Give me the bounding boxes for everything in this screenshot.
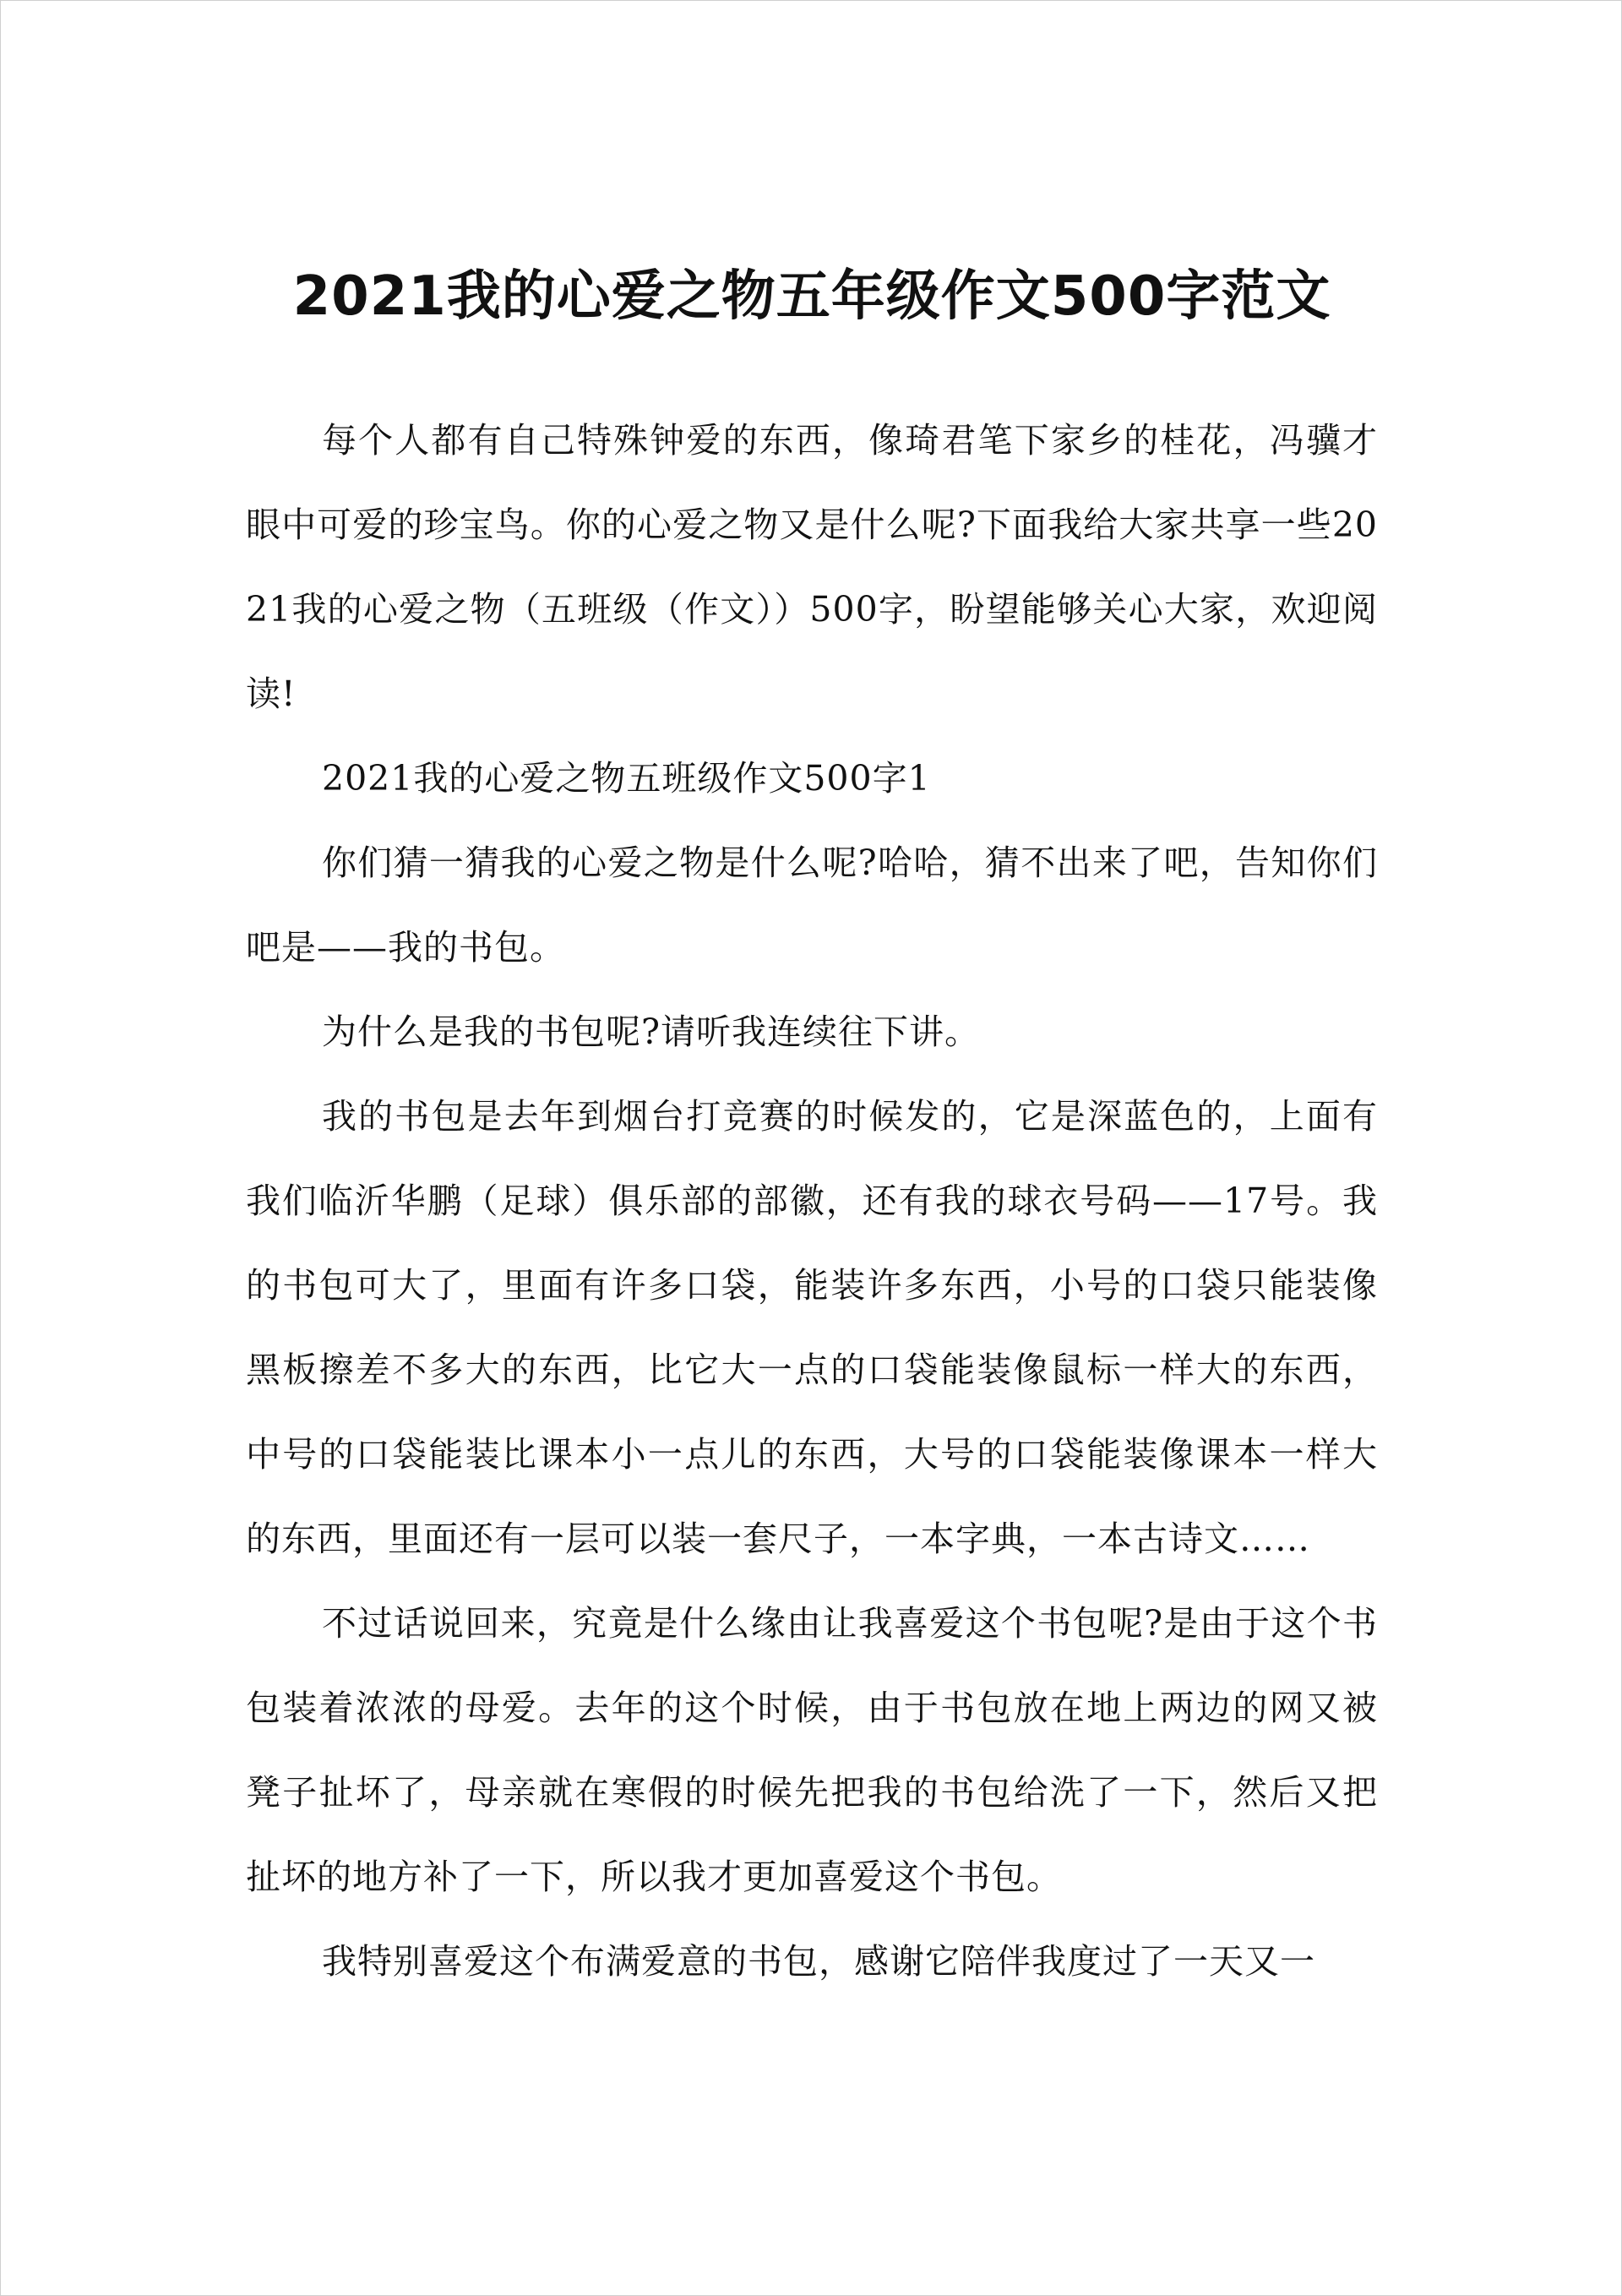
paragraph-intro: 每个人都有自己特殊钟爱的东西，像琦君笔下家乡的桂花，冯骥才眼中可爱的珍宝鸟。你的心爱之物又是什么呢?下面我给大家共享一些2021我的心爱之物（五班级（作文））500字，盼望能够关心大家，欢迎阅读! (246, 420, 1378, 714)
paragraph: 我的书包是去年到烟台打竞赛的时候发的，它是深蓝色的，上面有我们临沂华鹏（足球）俱乐部的部徽，还有我的球衣号码——17号。我的书包可大了，里面有许多口袋，能装许多东西，小号的口袋只能装像黑板擦差不多大的东西，比它大一点的口袋能装像鼠标一样大的东西，中号的口袋能装比课本小一点儿的东西，大号的口袋能装像课本一样大的东西，里面还有一层可以装一套尺子，一本字典，一本古诗文…… (246, 1096, 1378, 1559)
paragraph: 不过话说回来，究竟是什么缘由让我喜爱这个书包呢?是由于这个书包装着浓浓的母爱。去年的这个时候，由于书包放在地上两边的网又被凳子扯坏了，母亲就在寒假的时候先把我的书包给洗了一下，然后又把扯坏的地方补了一下，所以我才更加喜爱这个书包。 (246, 1603, 1378, 1897)
document-body (246, 398, 1378, 2004)
paragraph: 为什么是我的书包呢?请听我连续往下讲。 (322, 1012, 980, 1052)
page-title: 2021我的心爱之物五年级作文500字范文 (292, 265, 1331, 328)
section-heading: 2021我的心爱之物五班级作文500字1 (322, 758, 931, 799)
paragraph: 我特别喜爱这个布满爱意的书包，感谢它陪伴我度过了一天又一 (322, 1941, 1315, 1982)
paragraph: 你们猜一猜我的心爱之物是什么呢?哈哈，猜不出来了吧，告知你们吧是——我的书包。 (246, 843, 1378, 968)
